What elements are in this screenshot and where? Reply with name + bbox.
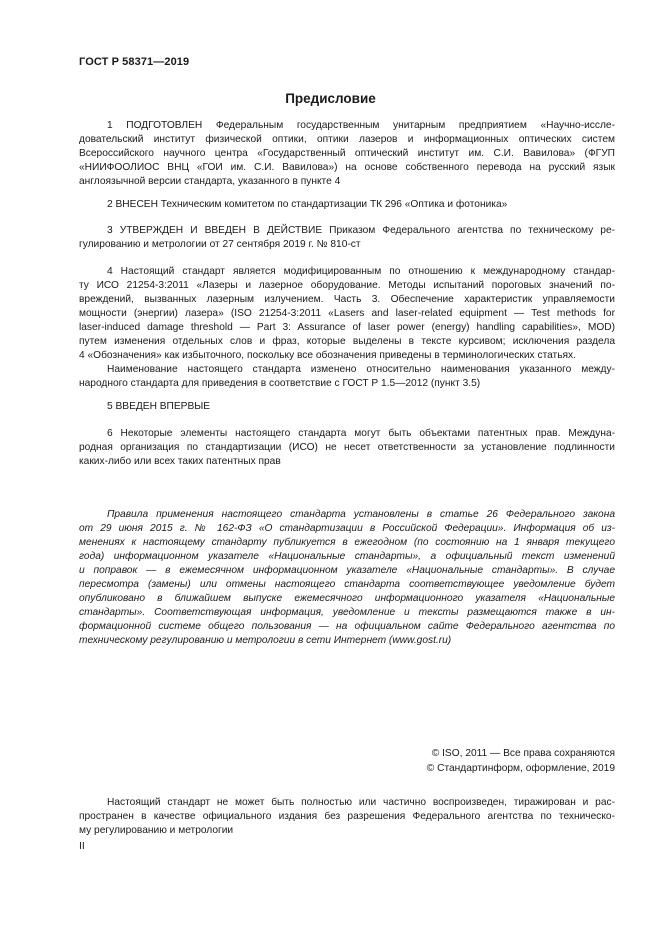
text-line: мощности (энергии) лазера» (ISO 21254-3:2011 «Lasers and laser-related equipment — Test methods for xyxy=(79,308,615,319)
text-line: 3 УТВЕРЖДЕН И ВВЕДЕН В ДЕЙСТВИЕ Приказом Федерального агентства по техническому ре- xyxy=(107,225,615,236)
text-line: 4 Настоящий стандарт является модифицированным по отношению к международному стандар- xyxy=(107,266,615,277)
paragraph-prepared-by xyxy=(79,119,615,189)
page-number: II xyxy=(79,840,85,852)
text-line: пересмотра (замены) или отмены настоящего стандарта соответствующее уведомление будет xyxy=(79,579,615,590)
text-line: англоязычной версии стандарта, указанного в пункте 4 xyxy=(79,176,341,187)
text-line: путем изменения отдельных слов и фраз, которые выделены в тексте курсивом; исключения раздела xyxy=(79,336,615,347)
copyright-iso: © ISO, 2011 — Все права сохраняются xyxy=(431,748,615,759)
document-code: ГОСТ Р 58371—2019 xyxy=(79,56,190,68)
text-line: Настоящий стандарт не может быть полностью или частично воспроизведен, тиражирован и рас- xyxy=(107,797,615,808)
application-rules-notice xyxy=(79,508,615,648)
paragraph-approved xyxy=(79,224,615,252)
copyright-standartinform: © Стандартинформ, оформление, 2019 xyxy=(426,762,615,774)
text-line: менениях к настоящему стандарту публикуется в ежегодном (по состоянию на 1 января текущего xyxy=(79,537,615,548)
text-line: 5 ВВЕДЕН ВПЕРВЫЕ xyxy=(107,401,211,412)
text-line: техническому регулированию и метрологии в сети Интернет (www.gost.ru) xyxy=(79,635,452,646)
text-line: «НИИФООЛИОС ВНЦ «ГОИ им. С.И. Вавилова») на основе собственного перевода на русский язык xyxy=(79,162,615,173)
text-line: стандарты». Соответствующая информация, уведомление и тексты размещаются также в ин- xyxy=(79,607,615,618)
text-line: опубликовано в ближайшем выпуске ежемесячного информационного указателя «Национальные xyxy=(79,593,615,604)
paragraph-introduced-by xyxy=(79,198,615,212)
text-line: гулированию и метрологии от 27 сентября 2019 г. № 810-ст xyxy=(79,239,361,250)
text-line: вреждений, вызванных лазерным излучением. Часть 3. Обеспечение характеристик управляемости xyxy=(79,294,615,305)
paragraph-modified-standard xyxy=(79,265,615,391)
text-line: му регулированию и метрологии xyxy=(79,825,234,836)
copyright-block xyxy=(79,747,615,776)
text-line: Правила применения настоящего стандарта установлены в статье 26 Федерального закона xyxy=(107,509,615,520)
text-line: довательский институт физической оптики, оптики лазеров и информационных оптических систем xyxy=(79,134,615,145)
paragraph-patent-rights xyxy=(79,427,615,469)
text-line: каких-либо или всех таких патентных прав xyxy=(79,456,281,467)
text-line: года) информационном указателе «Национальные стандарты», а официальный текст изменений xyxy=(79,551,615,562)
text-line: Наименование настоящего стандарта изменено относительно наименования указанного между- xyxy=(107,364,615,375)
text-line: Всероссийского научного центра «Государственный оптический институт им. С.И. Вавилова» (ФГУП xyxy=(79,148,615,159)
text-line: ту ИСО 21254-3:2011 «Лазеры и лазерное оборудование. Методы испытаний пороговых значений по- xyxy=(79,280,615,291)
text-line: от 29 июня 2015 г. № 162-ФЗ «О стандартизации в Российской Федерации». Информация об из- xyxy=(79,523,615,534)
page-title: Предисловие xyxy=(285,91,376,106)
text-line: 1 ПОДГОТОВЛЕН Федеральным государственным унитарным предприятием «Научно-иссле- xyxy=(107,120,615,131)
text-line: и поправок — в ежемесячном информационном указателе «Национальные стандарты». В случае xyxy=(79,565,615,576)
text-line: народного стандарта для приведения в соответствие с ГОСТ Р 1.5—2012 (пункт 3.5) xyxy=(79,378,481,389)
text-line: laser-induced damage threshold — Part 3: Assurance of laser power (energy) handling capabilities», MOD) xyxy=(79,322,615,333)
paragraph-first-introduced xyxy=(79,400,615,414)
text-line: родная организация по стандартизации (ИСО) не несет ответственности за установление подлинности xyxy=(79,442,615,453)
text-line: пространен в качестве официального издания без разрешения Федерального агентства по техническо- xyxy=(79,811,615,822)
reproduction-notice xyxy=(79,796,615,838)
text-line: формационной системе общего пользования — на официальном сайте Федерального агентства по xyxy=(79,621,615,632)
text-line: 4 «Обозначения» как избыточного, поскольку все обозначения приведены в терминологических статьях. xyxy=(79,350,576,361)
text-line: 2 ВНЕСЕН Техническим комитетом по стандартизации ТК 296 «Оптика и фотоника» xyxy=(107,199,508,210)
text-line: 6 Некоторые элементы настоящего стандарта могут быть объектами патентных прав. Междуна- xyxy=(107,428,615,439)
